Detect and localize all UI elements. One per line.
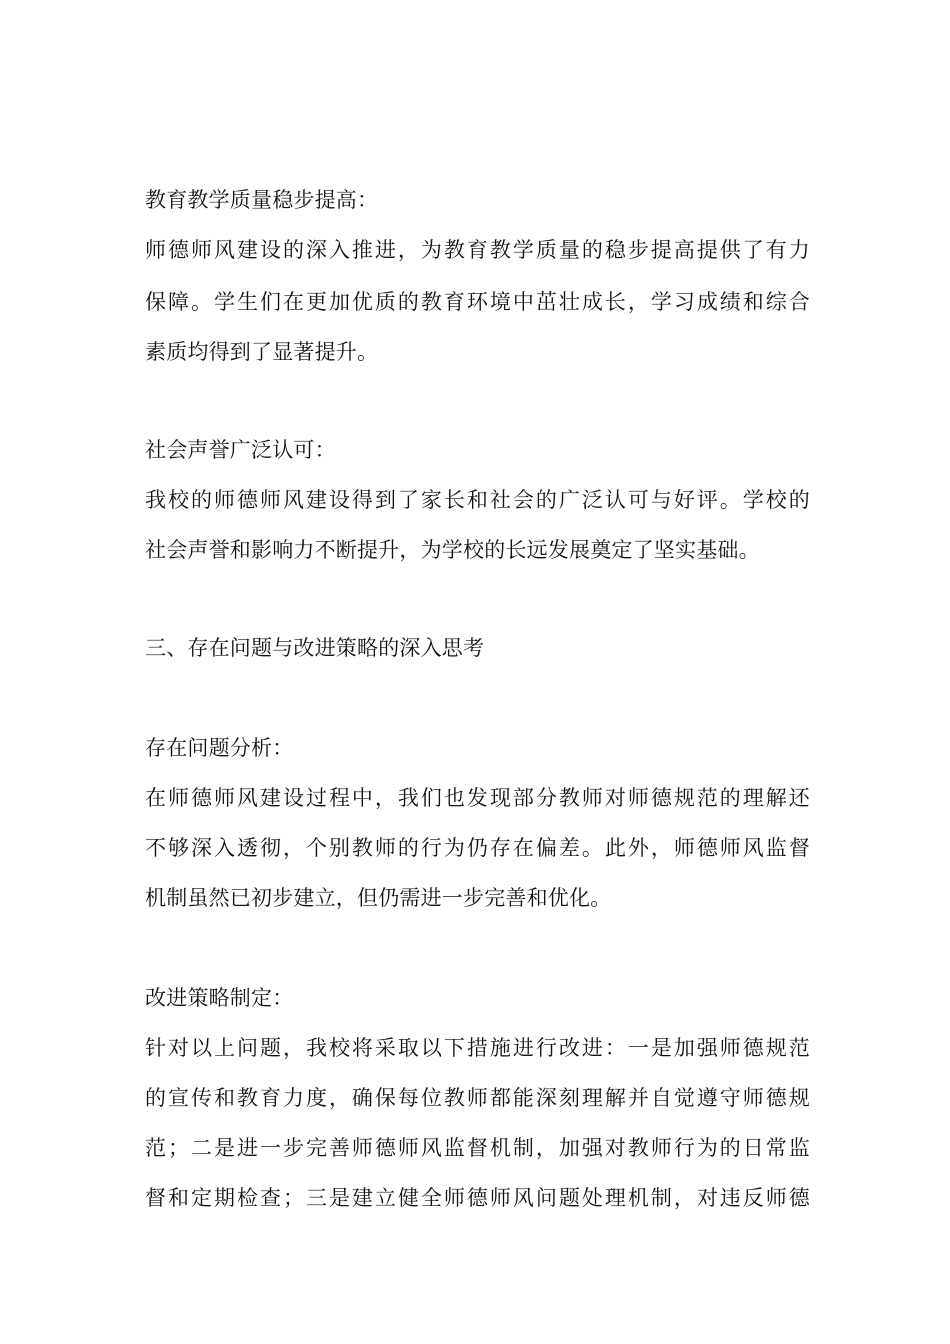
- section-title: 三、存在问题与改进策略的深入思考: [145, 636, 485, 660]
- section-heading: 改进策略制定：: [145, 986, 294, 1010]
- paragraph-line: 针对以上问题，我校将采取以下措施进行改进：一是加强师德规范: [145, 1036, 810, 1060]
- paragraph-line: 不够深入透彻，个别教师的行为仍存在偏差。此外，师德师风监督: [145, 836, 810, 860]
- paragraph-line: 督和定期检查；三是建立健全师德师风问题处理机制，对违反师德: [145, 1186, 810, 1210]
- section-heading: 社会声誉广泛认可：: [145, 438, 336, 462]
- paragraph-line: 我校的师德师风建设得到了家长和社会的广泛认可与好评。学校的: [145, 488, 810, 512]
- paragraph-line: 的宣传和教育力度，确保每位教师都能深刻理解并自觉遵守师德规: [145, 1086, 810, 1110]
- section-heading: 存在问题分析：: [145, 736, 294, 760]
- paragraph-line: 保障。学生们在更加优质的教育环境中茁壮成长，学习成绩和综合: [145, 290, 810, 314]
- paragraph-line: 在师德师风建设过程中，我们也发现部分教师对师德规范的理解还: [145, 786, 810, 810]
- paragraph-line: 素质均得到了显著提升。: [145, 340, 379, 364]
- paragraph-line: 范；二是进一步完善师德师风监督机制，加强对教师行为的日常监: [145, 1136, 810, 1160]
- paragraph-line: 社会声誉和影响力不断提升，为学校的长远发展奠定了坚实基础。: [145, 538, 760, 562]
- paragraph-line: 机制虽然已初步建立，但仍需进一步完善和优化。: [145, 886, 612, 910]
- section-heading: 教育教学质量稳步提高：: [145, 188, 379, 212]
- paragraph-line: 师德师风建设的深入推进，为教育教学质量的稳步提高提供了有力: [145, 238, 810, 262]
